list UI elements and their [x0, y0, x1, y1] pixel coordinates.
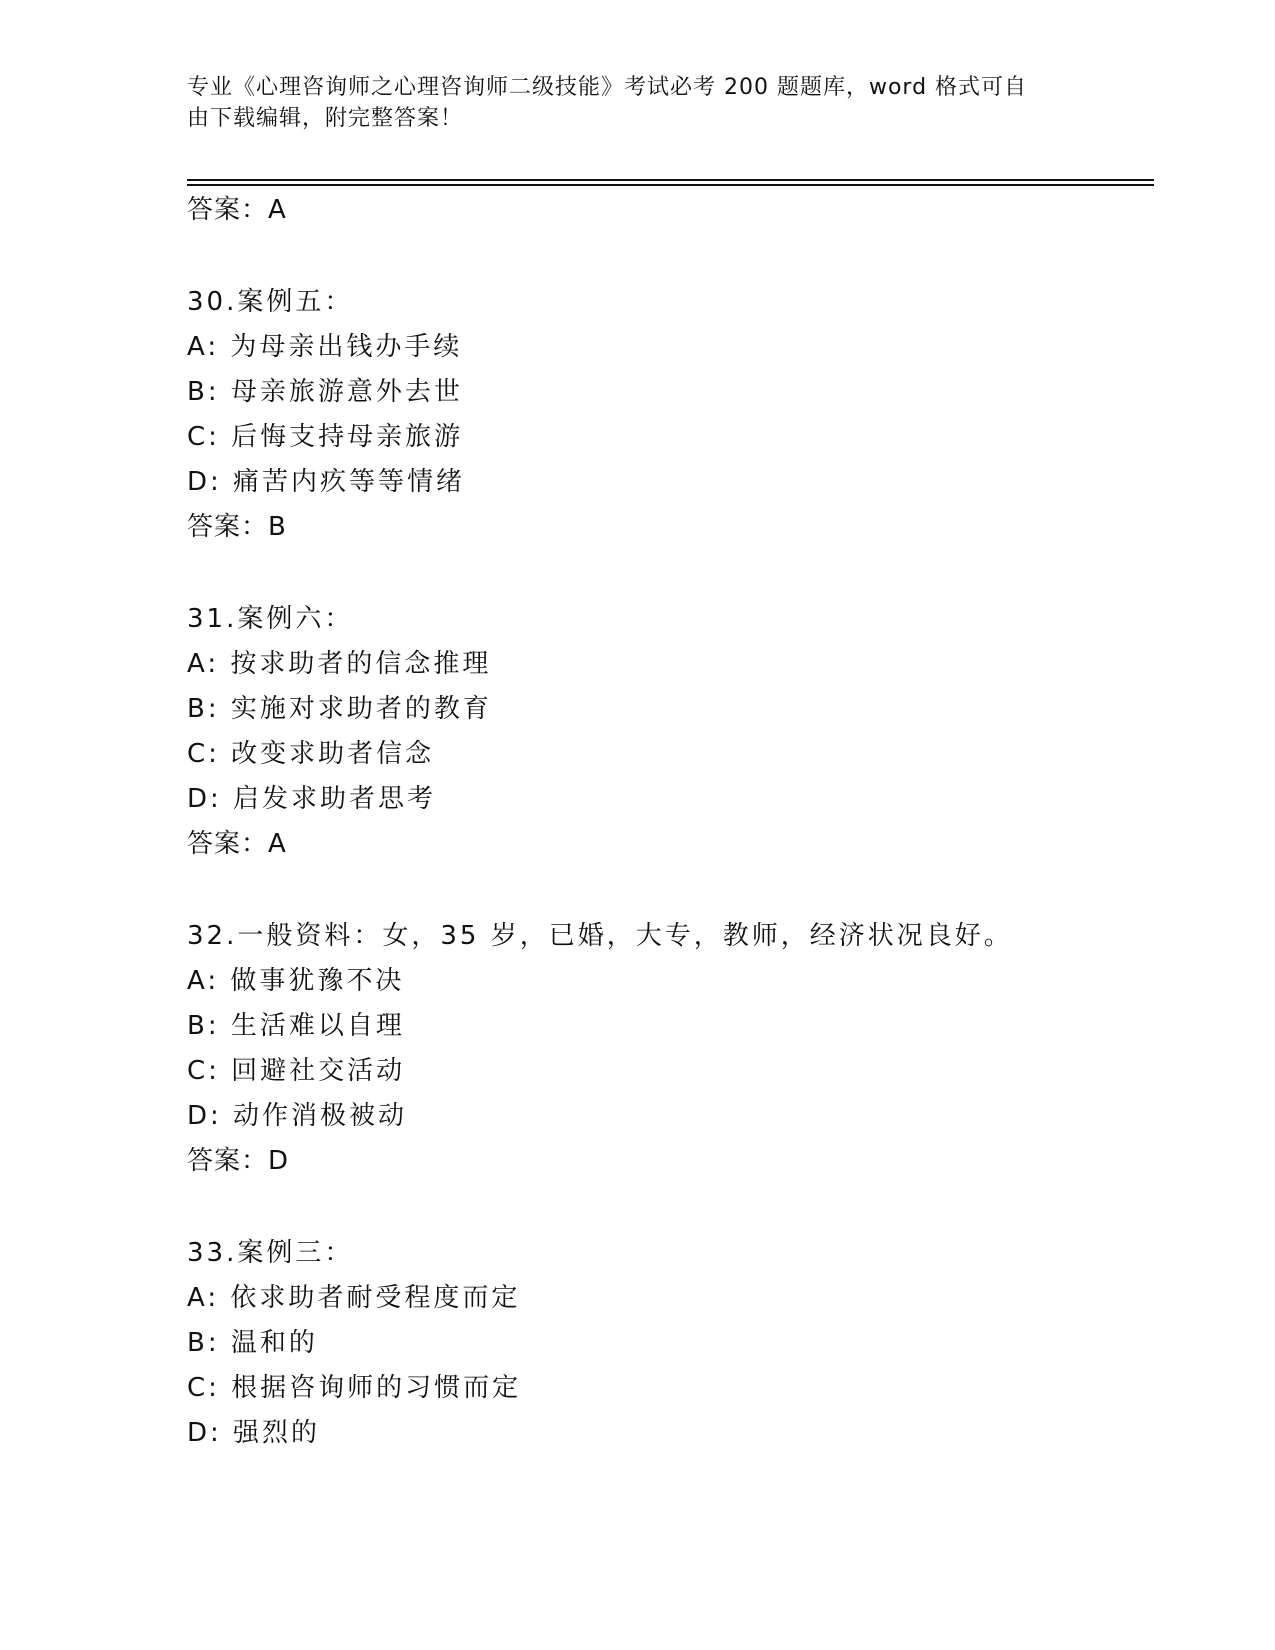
option-c: C: 根据咨询师的习惯而定: [187, 1373, 522, 1403]
option-b: B: 生活难以自理: [187, 1011, 405, 1041]
question-title: 33.案例三：: [187, 1238, 354, 1268]
answer-previous: 答案：A: [187, 195, 287, 225]
option-b: B: 实施对求助者的教育: [187, 694, 492, 724]
option-c: C: 改变求助者信念: [187, 739, 435, 769]
option-d: D: 启发求助者思考: [187, 784, 437, 814]
answer: 答案：A: [187, 829, 287, 859]
answer: 答案：D: [187, 1146, 290, 1176]
question-title: 31.案例六：: [187, 604, 354, 634]
header-line-2: 由下载编辑，附完整答案！: [187, 106, 464, 131]
option-a: A: 按求助者的信念推理: [187, 649, 492, 679]
option-d: D: 痛苦内疚等等情绪: [187, 467, 466, 497]
option-b: B: 温和的: [187, 1328, 318, 1358]
question-title: 32.一般资料：女，35 岁，已婚，大专，教师，经济状况良好。: [187, 921, 1013, 951]
option-a: A: 做事犹豫不决: [187, 966, 405, 996]
header-divider-top: [187, 179, 1154, 181]
option-c: C: 后悔支持母亲旅游: [187, 422, 464, 452]
question-title: 30.案例五：: [187, 287, 354, 317]
header-divider-bottom: [187, 184, 1154, 186]
option-a: A: 依求助者耐受程度而定: [187, 1283, 521, 1313]
header-line-1: 专业《心理咨询师之心理咨询师二级技能》考试必考 200 题题库，word 格式可自: [187, 75, 1028, 100]
document-header: [187, 72, 1067, 134]
option-b: B: 母亲旅游意外去世: [187, 377, 463, 407]
option-d: D: 动作消极被动: [187, 1101, 408, 1131]
answer: 答案：B: [187, 512, 287, 542]
option-a: A: 为母亲出钱办手续: [187, 332, 463, 362]
option-c: C: 回避社交活动: [187, 1056, 406, 1086]
option-d: D: 强烈的: [187, 1418, 321, 1448]
